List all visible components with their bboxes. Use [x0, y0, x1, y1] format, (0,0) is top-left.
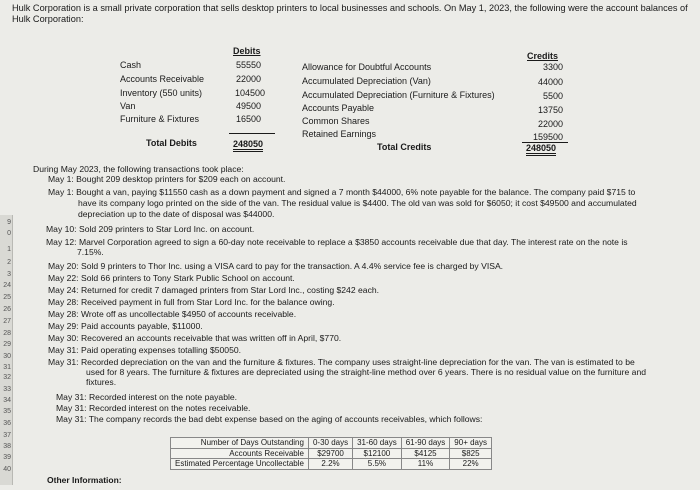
debit-value: 22000: [235, 74, 261, 84]
row-number: 35: [3, 408, 11, 415]
debit-value: 55550: [235, 60, 261, 70]
aging-row-period: [171, 438, 492, 449]
aging-cell: 0-30 days: [308, 438, 352, 449]
row-number: 32: [3, 374, 11, 381]
debit-label: Van: [120, 101, 136, 111]
transaction-line: May 31: Recorded depreciation on the van and the furniture & fixtures. The company uses straight-line depreciation for the van. The van is estimated to be: [48, 357, 635, 367]
transaction-line: May 22: Sold 66 printers to Tony Stark Public School on account.: [48, 273, 295, 283]
aging-cell: 31-60 days: [353, 438, 402, 449]
row-number: 28: [3, 330, 11, 337]
row-number: 1: [7, 246, 11, 253]
transaction-line: depreciation up to the date of disposal was $44000.: [78, 209, 275, 219]
aging-cell: 2.2%: [308, 459, 352, 470]
aging-row-label: Estimated Percentage Uncollectable: [171, 459, 309, 470]
row-number: 40: [3, 466, 11, 473]
aging-cell: 11%: [401, 459, 450, 470]
debit-label: Cash: [120, 60, 142, 70]
row-number: 27: [3, 318, 11, 325]
transaction-line: have its company logo printed on the side of the van. The residual value is $4400. The old van was sold for $6050; it cost $49500 and accumulated: [78, 198, 637, 208]
row-number: 38: [3, 443, 11, 450]
row-number: 24: [3, 282, 11, 289]
transaction-line: May 31: The company records the bad debt expense based on the aging of accounts receivables, which follows:: [56, 414, 483, 424]
row-number: 2: [7, 259, 11, 266]
row-number: 9: [7, 219, 11, 226]
debit-value: 104500: [234, 88, 265, 98]
credit-value: 159500: [532, 132, 563, 142]
row-number: 36: [3, 420, 11, 427]
debit-value: 16500: [235, 114, 261, 124]
transaction-line: May 24: Returned for credit 7 damaged printers from Star Lord Inc., costing $242 each.: [48, 285, 380, 295]
aging-cell: $12100: [353, 448, 402, 459]
credit-value: 5500: [542, 91, 563, 101]
debits-header: Debits: [233, 46, 261, 56]
transaction-line: May 20: Sold 9 printers to Thor Inc. using a VISA card to pay for the transaction. A 4.4% service fee is charged by VISA.: [48, 261, 504, 271]
transaction-line: May 30: Recovered an accounts receivable that was written off in April, $770.: [48, 333, 342, 343]
total-debits-value: 248050: [233, 139, 263, 152]
debit-sum-line: [229, 133, 275, 134]
row-number: 25: [3, 294, 11, 301]
transaction-line: May 31: Recorded interest on the notes receivable.: [56, 403, 251, 413]
row-number: 0: [7, 230, 11, 237]
transactions-heading: During May 2023, the following transactions took place:: [33, 164, 244, 174]
row-number: 33: [3, 386, 11, 393]
row-number: 30: [3, 353, 11, 360]
total-credits-value: 248050: [526, 143, 556, 156]
row-number: 3: [7, 271, 11, 278]
credits-header: Credits: [527, 51, 559, 61]
aging-cell: 90+ days: [450, 438, 492, 449]
credit-label: Accumulated Depreciation (Furniture & Fixtures): [302, 90, 495, 100]
aging-row-percent: [171, 459, 492, 470]
transaction-line: May 28: Received payment in full from Star Lord Inc. for the balance owing.: [48, 297, 335, 307]
row-number: 39: [3, 454, 11, 461]
transaction-line: May 29: Paid accounts payable, $11000.: [48, 321, 203, 331]
aging-cell: 61-90 days: [401, 438, 450, 449]
row-number: 34: [3, 397, 11, 404]
transaction-line: May 31: Paid operating expenses totalling $50050.: [48, 345, 242, 355]
transaction-line: May 1: Bought 209 desktop printers for $209 each on account.: [48, 174, 286, 184]
debit-value: 49500: [235, 101, 261, 111]
aging-cell: 22%: [450, 459, 492, 470]
debit-label: Accounts Receivable: [120, 74, 205, 84]
debit-label: Furniture & Fixtures: [120, 114, 200, 124]
aging-cell: $825: [450, 448, 492, 459]
credit-label: Common Shares: [302, 116, 370, 126]
credit-value: 13750: [537, 105, 563, 115]
other-information-label: Other Information:: [47, 475, 122, 485]
total-credits-label: Total Credits: [377, 142, 432, 152]
aging-row-receivable: [171, 448, 492, 459]
credit-label: Retained Earnings: [302, 129, 377, 139]
transaction-line: used for 8 years. The furniture & fixtures are depreciated using the straight-line method over 6 years. There is no residual value on the furniture and: [86, 367, 647, 377]
credit-value: 44000: [537, 77, 563, 87]
credit-label: Accounts Payable: [302, 103, 375, 113]
total-debits-label: Total Debits: [146, 138, 197, 148]
credit-label: Allowance for Doubtful Accounts: [302, 62, 432, 72]
transaction-line: May 10: Sold 209 printers to Star Lord Inc. on account.: [46, 224, 255, 234]
transaction-line: May 1: Bought a van, paying $11550 cash as a down payment and signed a 7 month $44000, 6% note payable for the balance. The company paid $715 to: [48, 187, 636, 197]
aging-row-label: Number of Days Outstanding: [171, 438, 309, 449]
credit-label: Accumulated Depreciation (Van): [302, 76, 431, 86]
row-number: 31: [3, 364, 11, 371]
transaction-line: May 12: Marvel Corporation agreed to sign a 60-day note receivable to replace a $3850 accounts receivable due that day. The interest rate on the note is: [46, 237, 628, 247]
aging-row-label: Accounts Receivable: [171, 448, 309, 459]
aging-cell: 5.5%: [353, 459, 402, 470]
row-number: 29: [3, 341, 11, 348]
debit-label: Inventory (550 units): [120, 88, 203, 98]
row-number: 37: [3, 432, 11, 439]
intro-text: Hulk Corporation is a small private corporation that sells desktop printers to local businesses and schools. On May 1, 2023, the following were the account balances of Hulk Corporation:: [12, 3, 688, 24]
aging-table: [170, 437, 492, 470]
credit-value: 22000: [537, 119, 563, 129]
transaction-line: 7.15%.: [77, 247, 104, 257]
transaction-line: fixtures.: [86, 377, 117, 387]
transaction-line: May 28: Wrote off as uncollectable $4950 of accounts receivable.: [48, 309, 297, 319]
aging-cell: $29700: [308, 448, 352, 459]
row-number: 26: [3, 306, 11, 313]
aging-cell: $4125: [401, 448, 450, 459]
transaction-line: May 31: Recorded interest on the note payable.: [56, 392, 238, 402]
credit-value: 3300: [542, 62, 563, 72]
